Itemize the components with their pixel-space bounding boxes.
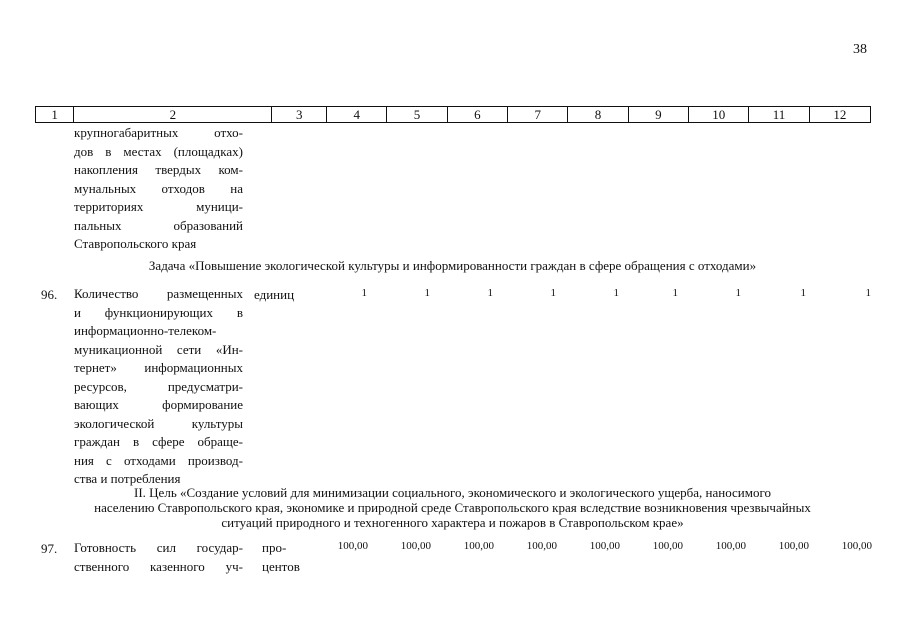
- continuation-line: территориях муници-: [74, 199, 243, 214]
- description-line: ния с отходами производ-: [74, 452, 243, 468]
- continuation-line: дов в местах (площадках): [74, 143, 243, 159]
- column-header-11: 11: [749, 107, 809, 122]
- value-cell: 100,00: [841, 540, 872, 552]
- continuation-line: Ставропольского края: [74, 236, 197, 251]
- description-line: ственного казенного уч-: [74, 558, 243, 574]
- column-header-10: 10: [689, 107, 749, 122]
- value-cell: 1: [800, 287, 806, 299]
- value-cell: 100,00: [526, 540, 557, 552]
- column-header-9: 9: [629, 107, 689, 122]
- value-cell: 1: [672, 287, 678, 299]
- continuation-line: крупногабаритных отхо-: [74, 125, 243, 140]
- value-cell: 100,00: [400, 540, 431, 552]
- description-line: муникационной сети «Ин-: [74, 341, 243, 357]
- description-line: вающих формирование: [74, 397, 243, 412]
- column-header-7: 7: [508, 107, 568, 122]
- value-cell: 1: [550, 287, 556, 299]
- row-description: [74, 285, 243, 489]
- goal-heading: [30, 485, 875, 530]
- unit-line: про-: [262, 540, 287, 555]
- row-unit: [262, 539, 300, 576]
- row-unit: единиц: [254, 287, 295, 302]
- value-cell: 1: [613, 287, 619, 299]
- column-header-1: 1: [36, 107, 74, 122]
- task-heading: Задача «Повышение экологической культуры и информированности граждан в сфере обращения с отходами»: [148, 258, 757, 273]
- value-cell: 1: [361, 287, 367, 299]
- description-line: Готовность сил государ-: [74, 540, 243, 555]
- value-cell: 100,00: [337, 540, 368, 552]
- value-cell: 1: [735, 287, 741, 299]
- value-cell: 100,00: [463, 540, 494, 552]
- value-cell: 1: [865, 287, 871, 299]
- continuation-line: мунальных отходов на: [74, 180, 243, 196]
- value-cell: 100,00: [715, 540, 746, 552]
- column-header-row: [35, 106, 871, 123]
- unit-line: центов: [262, 558, 300, 574]
- continuation-line: пальных образований: [74, 217, 243, 233]
- column-header-4: 4: [327, 107, 387, 122]
- continuation-line: накопления твердых ком-: [74, 162, 243, 177]
- value-cell: 100,00: [652, 540, 683, 552]
- column-header-8: 8: [568, 107, 628, 122]
- description-line: информационно-телеком-: [74, 323, 217, 338]
- column-header-2: 2: [74, 107, 272, 122]
- value-cell: 1: [424, 287, 430, 299]
- page-number: 38: [853, 42, 867, 57]
- description-line: экологической культуры: [74, 415, 243, 431]
- value-cell: 100,00: [589, 540, 620, 552]
- value-cell: 100,00: [778, 540, 809, 552]
- row-number: 97.: [41, 541, 58, 556]
- column-header-12: 12: [833, 107, 847, 122]
- goal-heading-line: ситуаций природного и техногенного характера и пожаров в Ставропольском крае»: [221, 515, 684, 530]
- description-line: ресурсов, предусматри-: [74, 378, 243, 394]
- goal-heading-line: II. Цель «Создание условий для минимизации социального, экономического и экологического ущерба, наносимого: [134, 485, 771, 500]
- description-line: тернет» информационных: [74, 360, 243, 375]
- description-line: ства и потребления: [74, 471, 181, 486]
- continuation-description: [74, 124, 243, 254]
- row-description: [74, 539, 243, 576]
- description-line: и функционирующих в: [74, 304, 243, 320]
- description-line: граждан в сфере обраще-: [74, 434, 243, 449]
- description-line: Количество размещенных: [74, 286, 243, 301]
- value-cell: 1: [487, 287, 493, 299]
- column-header-6: 6: [448, 107, 508, 122]
- column-header-3: 3: [272, 107, 327, 122]
- goal-heading-line: населению Ставропольского края, экономике и природной среде Ставропольского края вследствие возникновения чрезвычайных: [94, 500, 811, 515]
- row-number: 96.: [41, 287, 58, 302]
- column-header-5: 5: [387, 107, 447, 122]
